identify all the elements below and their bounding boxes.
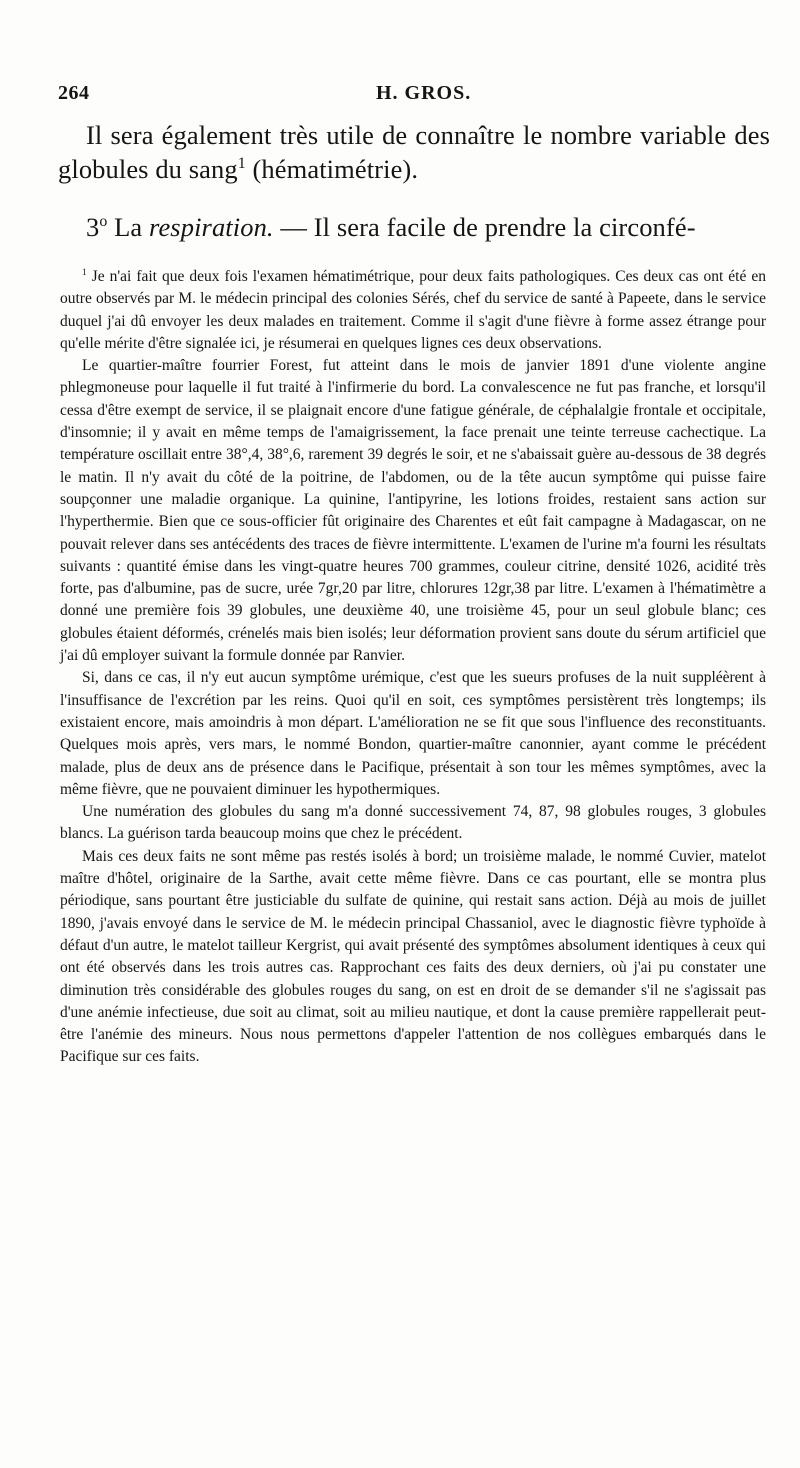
- footnote-paragraph: Mais ces deux faits ne sont même pas restés isolés à bord; un troisième malade, le nommé Cuvier, matelot maître d'hôtel, originaire de la Sarthe, avait cette même fièvre. Dans ce cas pourtant, elle se montra plus périodique, sans pourtant être justiciable du sulfate de quinine, qui restait sans action. Déjà au mois de juillet 1890, j'avais envoyé dans le service de M. le médecin principal Chassaniol, avec le diagnostic fièvre typhoïde à défaut d'un autre, le matelot tailleur Kergrist, qui avait présenté des symptômes absolument identiques à ceux qui ont été observés dans les trois autres cas. Rapprochant ces faits des deux derniers, où j'ai pu constater une diminution très considérable des globules rouges du sang, on est en droit de se demander s'il ne s'agissait pas d'une anémie infectieuse, due soit au climat, soit au milieu nautique, et dont la cause première rappellerait peut-être l'anémie des mineurs. Nous nous permettons d'appeler l'attention de nos collègues embarqués dans le Pacifique sur ces faits.: [60, 847, 766, 1066]
- section-title: respiration.: [149, 212, 274, 242]
- footnote-paragraph: Une numération des globules du sang m'a donné successivement 74, 87, 98 globules rouges, 3 globules blancs. La guérison tarda beaucoup moins que chez le précédent.: [60, 803, 766, 843]
- main-text: [58, 118, 770, 244]
- footnote-marker: 1: [82, 267, 87, 278]
- footnote-paragraph: Le quartier-maître fourrier Forest, fut atteint dans le mois de janvier 1891 d'une violente angine phlegmoneuse pour laquelle il fut traité à l'infirmerie du bord. La convalescence ne fut pas franche, et lorsqu'il cessa d'être exempt de service, il se plaignait encore d'une fatigue générale, de céphalalgie frontale et occipitale, d'insomnie; il y avait en même temps de l'amaigrissement, la face prenait une teinte terreuse cachectique. La température oscillait entre 38°,4, 38°,6, rarement 39 degrés le soir, et ne s'abaissait guère au-dessous de 38 degrés le matin. Il n'y avait du côté de la poitrine, de l'abdomen, ou de la tête aucun symptôme qui puisse faire soupçonner une maladie organique. La quinine, l'antipyrine, les lotions froides, restaient sans action sur l'hyperthermie. Bien que ce sous-officier fût originaire des Charentes et eût fait campagne à Madagascar, on ne pouvait relever dans ses antécédents des traces de fièvre intermittente. L'examen de l'urine m'a fourni les résultats suivants : quantité émise dans les vingt-quatre heures 700 grammes, couleur citrine, densité 1026, acidité très forte, pas d'albumine, pas de sucre, urée 7gr,20 par litre, chlorures 12gr,38 par litre. L'examen à l'hématimètre a donné une première fois 39 globules, une deuxième 40, une troisième 45, pour un seul globule blanc; ces globules étaient déformés, crénelés mais bien isolés; leur déformation provient sans doute du sérum artificiel que j'ai dû employer suivant la formule donnée par Ranvier.: [60, 357, 766, 665]
- page-header: [58, 82, 748, 112]
- ordinal-mark: o: [99, 213, 108, 231]
- footnote-paragraph: [60, 266, 766, 355]
- running-head: H. GROS.: [376, 82, 472, 104]
- footnote-text: Je n'ai fait que deux fois l'examen hématimétrique, pour deux faits pathologiques. Ces deux cas ont été en outre observés par M. le médecin principal des colonies Sérés, chef du service de santé à Papeete, dans le service duquel j'ai dû envoyer les deux malades en traitement. Comme il s'agit d'une fièvre à forme assez étrange pour qu'elle mérite d'être signalée ici, je résumerai en quelques lignes ces deux observations.: [60, 268, 766, 352]
- paragraph-text: (hématimétrie).: [245, 154, 419, 184]
- paragraph-respiration: [58, 210, 770, 244]
- paragraph-text: — Il sera facile de prendre la circonfé-: [273, 212, 696, 242]
- footnote-block: [60, 266, 766, 1069]
- footnote-paragraph: Si, dans ce cas, il n'y eut aucun symptôme urémique, c'est que les sueurs profuses de la nuit suppléèrent à l'insuffisance de l'excrétion par les reins. Quoi qu'il en soit, ces symptômes persistèrent très longtemps; ils existaient encore, mais amoindris à mon départ. L'amélioration ne se fit que sous l'influence des reconstituants. Quelques mois après, vers mars, le nommé Bondon, quartier-maître canonnier, ayant comme le précédent malade, plus de deux ans de présence dans le Pacifique, présentait à son tour les mêmes symptômes, avec la même fièvre, que ne pouvaient diminuer les hypothermiques.: [60, 669, 766, 798]
- paragraph-text: La: [107, 212, 150, 242]
- paragraph-hematimetrie: [58, 118, 770, 186]
- section-number: 3: [86, 212, 100, 242]
- page-number: 264: [58, 82, 90, 104]
- paragraph-text: Il sera également très utile de connaître le nombre variable des globules du sang: [58, 120, 770, 184]
- footnote-reference: 1: [237, 155, 246, 173]
